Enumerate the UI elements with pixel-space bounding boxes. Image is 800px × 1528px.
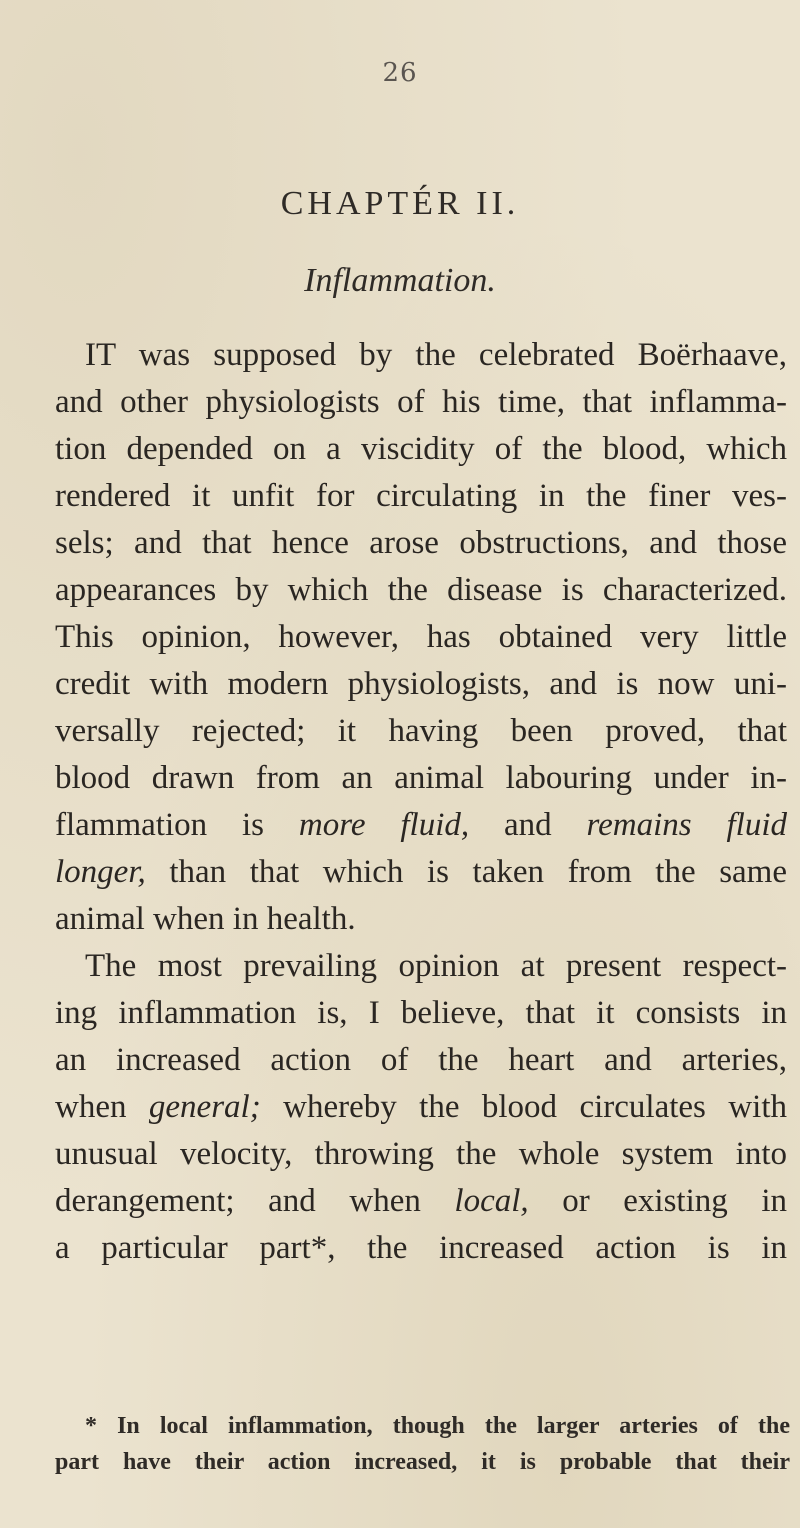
text-segment: and <box>469 807 587 843</box>
italic-phrase: remains fluid <box>586 807 787 843</box>
italic-phrase: local, <box>454 1183 529 1219</box>
text-segment: flammation is <box>55 807 299 843</box>
text-segment: whereby the blood circulates with <box>260 1089 787 1125</box>
text-segment: derangement; and when <box>55 1183 455 1219</box>
italic-phrase: longer, <box>55 854 146 890</box>
text-line: unusual velocity, throwing the whole system into <box>55 1136 787 1172</box>
text-line <box>55 802 787 849</box>
text-line: appearances by which the disease is characterized. <box>55 572 787 608</box>
chapter-heading: CHAPTÉR II. <box>280 185 520 222</box>
footnote-line: * In local inflammation, though the larger arteries of the <box>85 1413 790 1439</box>
footnote <box>55 1408 790 1480</box>
text-line: tion depended on a viscidity of the blood, which <box>55 431 787 467</box>
text-line: credit with modern physiologists, and is now uni- <box>55 666 787 702</box>
text-line: and other physiologists of his time, that inflamma- <box>55 384 787 420</box>
text-line: a particular part*, the increased action is in <box>55 1230 787 1266</box>
text-segment: or existing in <box>528 1183 787 1219</box>
text-line <box>55 1178 787 1225</box>
text-line: sels; and that hence arose obstructions, and those <box>55 525 787 561</box>
chapter-subtitle: Inflammation. <box>304 262 496 299</box>
body-text <box>55 332 787 1272</box>
text-line: an increased action of the heart and arteries, <box>55 1042 787 1078</box>
text-line: animal when in health. <box>55 901 356 937</box>
footnote-line: part have their action increased, it is probable that their <box>55 1449 790 1475</box>
text-line: This opinion, however, has obtained very little <box>55 619 787 655</box>
italic-phrase: more fluid, <box>298 807 470 843</box>
text-line: ing inflammation is, I believe, that it consists in <box>55 995 787 1031</box>
text-line: rendered it unfit for circulating in the finer ves- <box>55 478 787 514</box>
text-line <box>55 1084 787 1131</box>
italic-phrase: general; <box>148 1089 261 1125</box>
text-line: IT was supposed by the celebrated Boërhaave, <box>85 337 787 373</box>
text-line: versally rejected; it having been proved, that <box>55 713 787 749</box>
text-line <box>55 849 787 896</box>
text-segment: when <box>55 1089 149 1125</box>
page-number: 26 <box>382 58 418 88</box>
text-line: blood drawn from an animal labouring under in- <box>55 760 787 796</box>
text-line: The most prevailing opinion at present respect- <box>85 948 787 984</box>
text-segment: than that which is taken from the same <box>145 854 787 890</box>
